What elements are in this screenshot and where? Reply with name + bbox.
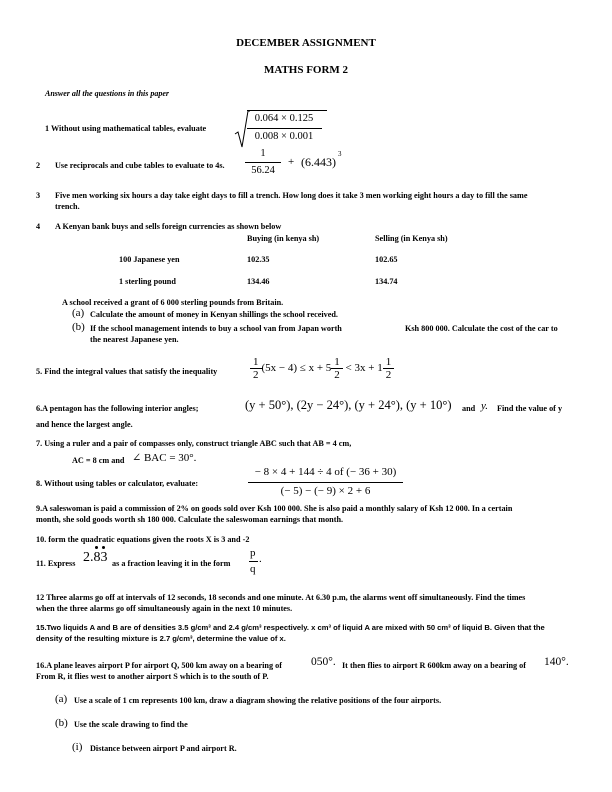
page-title: DECEMBER ASSIGNMENT [236, 37, 376, 49]
q16a-label: (a) [55, 693, 68, 705]
half-fraction: $\frac{1}{2}$ [250, 356, 262, 381]
q11-q: q [250, 563, 256, 575]
q5-expr2: < 3x + 1 [342, 362, 383, 375]
q16-bearing1: 050°. [311, 656, 336, 668]
q4b-label: (b) [72, 321, 85, 333]
recurring-dot-icon [102, 546, 105, 549]
q11-text2: as a fraction leaving it in the form [112, 559, 231, 568]
q4-grant: A school received a grant of 6 000 sterling pounds from Britain. [62, 298, 284, 307]
q1-numerator: 0.064 × 0.125 [254, 113, 314, 124]
q12-line1: 12 Three alarms go off at intervals of 12 seconds, 18 seconds and one minute. At 6.30 p.m, the alarms went off simultaneously. Find the times [36, 593, 526, 602]
q15-line1: 15.Two liquids A and B are of densities 3.5 g/cm³ and 2.4 g/cm³ respectively. x cm³ of liquid A are mixed with 50 cm³ of liquid B. Given that the [36, 623, 545, 632]
q2-base: (6.443) [301, 155, 336, 169]
q7-angle: ∠ BAC = 30°. [132, 452, 197, 464]
q5-expr1: (5x − 4) ≤ x + 5 [261, 362, 332, 375]
q12-line2: when the three alarms go off simultaneously again in the next 10 minutes. [36, 604, 293, 613]
q8-text: 8. Without using tables or calculator, evaluate: [36, 479, 199, 488]
table-row-currency: 100 Japanese yen [119, 255, 180, 264]
q1-text: 1 Without using mathematical tables, evaluate [45, 124, 207, 133]
q4b-text: If the school management intends to buy a school van from Japan worth [90, 324, 342, 333]
root-overline [247, 110, 327, 111]
q2-frac-den: 56.24 [251, 165, 275, 176]
q6-text: 6.A pentagon has the following interior angles; [36, 404, 199, 413]
q4-number: 4 [36, 222, 41, 231]
q3-line1: Five men working six hours a day take eight days to fill a trench. How long does it take 3 men working eight hours a day to fill the same [55, 191, 528, 200]
q16bi-label: (i) [72, 741, 83, 753]
q4-text: A Kenyan bank buys and sells foreign currencies as shown below [55, 222, 282, 231]
col-buying-header: Buying (in kenya sh) [247, 234, 320, 243]
q7-line1: 7. Using a ruler and a pair of compasses only, construct triangle ABC such that AB = 4 cm, [36, 439, 352, 448]
q2-fraction-bar [245, 162, 281, 163]
q8-denominator: (− 5) − (− 9) × 2 + 6 [280, 485, 371, 497]
q5-inequality [250, 356, 394, 381]
q5-text: 5. Find the integral values that satisfy the inequality [36, 367, 218, 376]
q16b-text: Use the scale drawing to find the [74, 720, 188, 729]
page-subtitle: MATHS FORM 2 [263, 64, 349, 76]
q6-and: and [462, 404, 476, 413]
q16-line1b: It then flies to airport R 600km away on a bearing of [342, 661, 526, 670]
q11-fraction-bar [249, 561, 258, 562]
q8-fraction-bar [248, 482, 403, 483]
q4b-text2: the nearest Japanese yen. [90, 335, 179, 344]
q16bi-text: Distance between airport P and airport R. [90, 744, 237, 753]
q1-fraction-bar [247, 128, 322, 129]
recurring-dot-icon [95, 546, 98, 549]
q9-line1: 9.A saleswoman is paid a commission of 2% on goods sold over Ksh 100 000. She is also paid a monthly salary of Ksh 12 000. In a certain [36, 504, 513, 513]
half-fraction: $\frac{1}{2}$ [331, 356, 343, 381]
q11-number: 2.83 [83, 550, 108, 565]
q2-plus: + [288, 156, 295, 168]
q3-line2: trench. [55, 202, 80, 211]
q2-number: 2 [36, 161, 41, 170]
q8-numerator: − 8 × 4 + 144 ÷ 4 of (− 36 + 30) [254, 466, 397, 478]
q6-y: y. [481, 400, 489, 412]
q1-denominator: 0.008 × 0.001 [254, 131, 314, 142]
q9-line2: month, she sold goods worth sh 180 000. Calculate the saleswoman earnings that month. [36, 515, 344, 524]
table-row-sell: 134.74 [375, 277, 398, 286]
q11-text1: 11. Express [36, 559, 76, 568]
q2-text: Use reciprocals and cube tables to evaluate to 4s. [55, 161, 225, 170]
q6-angles: (y + 50°), (2y − 24°), (y + 24°), (y + 10°) [245, 398, 452, 412]
q11-period: . [259, 553, 262, 565]
half-fraction: $\frac{1}{2}$ [383, 356, 395, 381]
q16-line1a: 16.A plane leaves airport P for airport Q, 500 km away on a bearing of [36, 661, 282, 670]
instruction: Answer all the questions in this paper [45, 89, 170, 98]
col-selling-header: Selling (in Kenya sh) [375, 234, 448, 243]
q4b-text-right: Ksh 800 000. Calculate the cost of the car to [405, 324, 558, 333]
table-row-buy: 102.35 [247, 255, 270, 264]
q16b-label: (b) [55, 717, 68, 729]
q10-text: 10. form the quadratic equations given the roots X is 3 and -2 [36, 535, 250, 544]
q16-line2: From R, it flies west to another airport S which is to the south of P. [36, 672, 269, 681]
q3-number: 3 [36, 191, 41, 200]
q16a-text: Use a scale of 1 cm represents 100 km, draw a diagram showing the relative positions of the four airports. [74, 696, 442, 705]
q11-p: p [250, 547, 256, 559]
q6-tail: Find the value of y [497, 404, 563, 413]
q16-bearing2: 140°. [544, 656, 569, 668]
q4a-text: Calculate the amount of money in Kenyan shillings the school received. [90, 310, 338, 319]
q4a-label: (a) [72, 307, 85, 319]
q2-exponent: 3 [338, 150, 342, 158]
table-row-buy: 134.46 [247, 277, 270, 286]
q7-line2: AC = 8 cm and [72, 456, 125, 465]
q2-frac-num: 1 [260, 148, 266, 159]
q6-line2: and hence the largest angle. [36, 420, 133, 429]
table-row-sell: 102.65 [375, 255, 398, 264]
table-row-currency: 1 sterling pound [119, 277, 176, 286]
q15-line2: density of the resulting mixture is 2.7 g/cm³, determine the value of x. [36, 634, 286, 643]
